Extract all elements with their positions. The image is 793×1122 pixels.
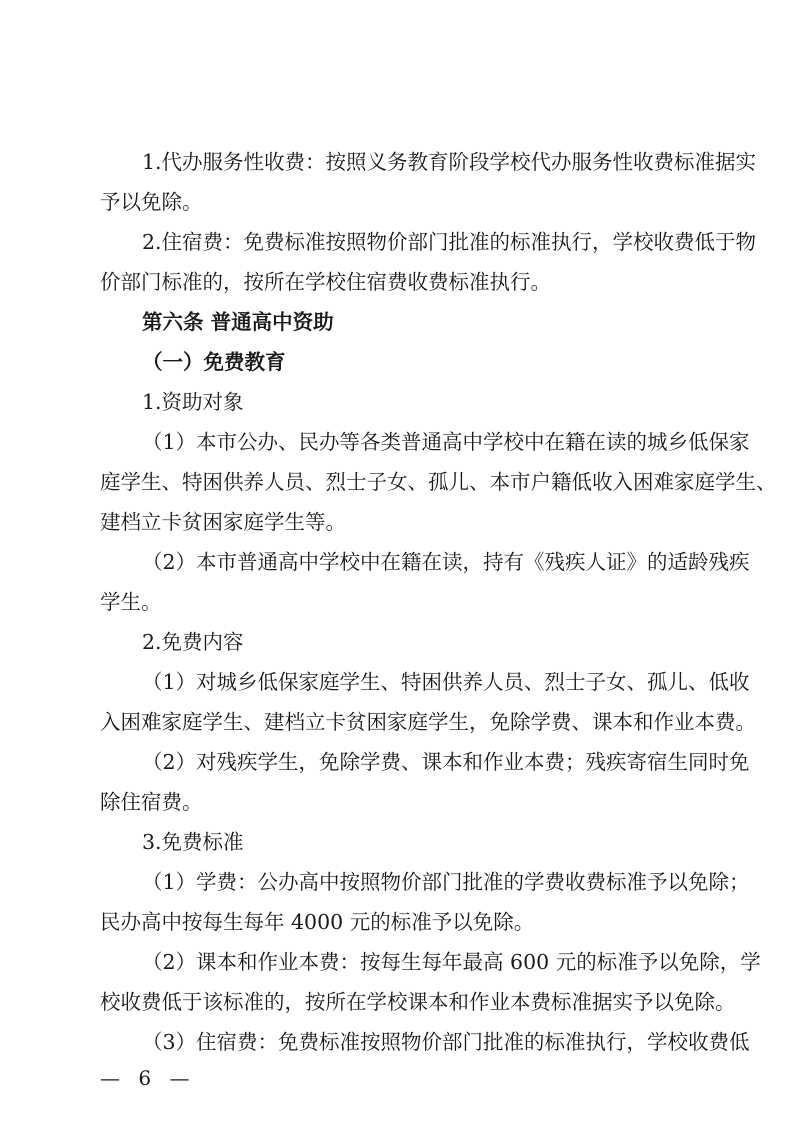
paragraph-line: （1）学费：公办高中按照物价部门批准的学费收费标准予以免除；: [142, 870, 750, 894]
paragraph-line: （1）对城乡低保家庭学生、特困供养人员、烈士子女、孤儿、低收: [142, 670, 750, 694]
paragraph-line: （2）本市普通高中学校中在籍在读，持有《残疾人证》的适龄残疾: [142, 550, 750, 574]
paragraph-line: （1）本市公办、民办等各类普通高中学校中在籍在读的城乡低保家: [142, 430, 750, 454]
paragraph-line: 校收费低于该标准的，按所在学校课本和作业本费标准据实予以免除。: [100, 990, 736, 1014]
article-heading: 第六条 普通高中资助: [142, 310, 334, 334]
paragraph-line: 除住宿费。: [100, 790, 203, 814]
section-heading: （一）免费教育: [142, 350, 286, 374]
paragraph-line: （3）住宿费：免费标准按照物价部门批准的标准执行，学校收费低: [142, 1030, 750, 1054]
paragraph-line: 予以免除。: [100, 190, 203, 214]
paragraph-line: 1.代办服务性收费：按照义务教育阶段学校代办服务性收费标准据实: [142, 150, 757, 174]
paragraph-line: 庭学生、特困供养人员、烈士子女、孤儿、本市户籍低收入困难家庭学生、: [100, 470, 777, 494]
subsection-heading: 1.资助对象: [142, 390, 244, 414]
paragraph-line: 民办高中按每生每年 4000 元的标准予以免除。: [100, 910, 535, 934]
paragraph-line: 入困难家庭学生、建档立卡贫困家庭学生，免除学费、课本和作业本费。: [100, 710, 756, 734]
paragraph-line: 建档立卡贫困家庭学生等。: [100, 510, 346, 534]
paragraph-line: 价部门标准的，按所在学校住宿费收费标准执行。: [100, 270, 551, 294]
paragraph-line: 学生。: [100, 590, 162, 614]
paragraph-line: （2）课本和作业本费：按每生每年最高 600 元的标准予以免除，学: [142, 950, 761, 974]
subsection-heading: 2.免费内容: [142, 630, 244, 654]
page-number: — 6 —: [100, 1066, 196, 1090]
paragraph-line: 2.住宿费：免费标准按照物价部门批准的标准执行，学校收费低于物: [142, 230, 757, 254]
subsection-heading: 3.免费标准: [142, 830, 244, 854]
paragraph-line: （2）对残疾学生，免除学费、课本和作业本费；残疾寄宿生同时免: [142, 750, 750, 774]
